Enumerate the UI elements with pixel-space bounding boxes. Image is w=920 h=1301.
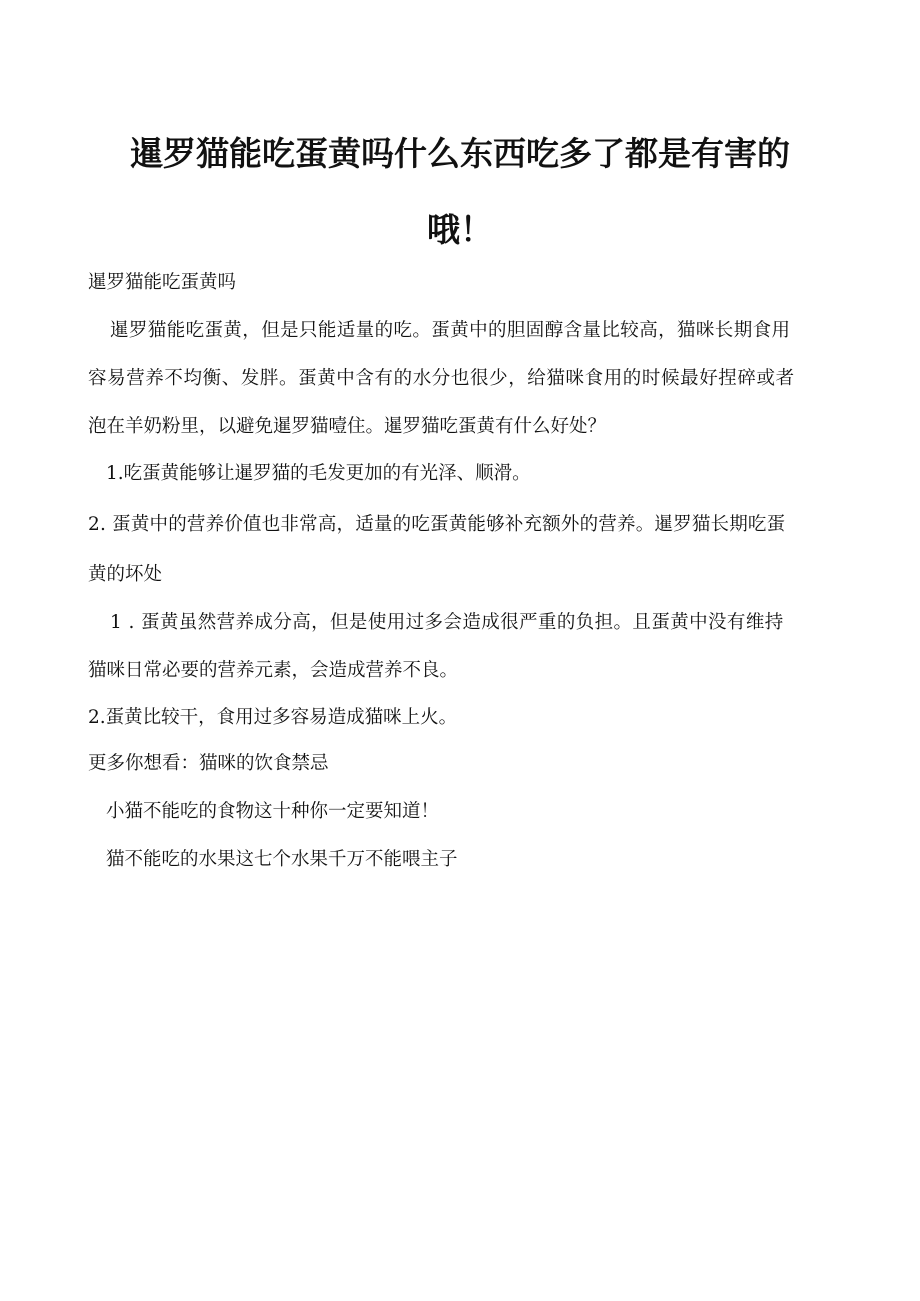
paragraph-line: 暹罗猫能吃蛋黄，但是只能适量的吃。蛋黄中的胆固醇含量比较高，猫咪长期食用 (110, 320, 791, 341)
list-item: 2. 蛋黄中的营养价值也非常高，适量的吃蛋黄能够补充额外的营养。暹罗猫长期吃蛋 (88, 514, 786, 535)
list-item-continuation: 黄的坏处 (88, 564, 163, 585)
list-item-continuation: 猫咪日常必要的营养元素，会造成营养不良。 (88, 660, 459, 681)
paragraph-line: 容易营养不均衡、发胖。蛋黄中含有的水分也很少，给猫咪食用的时候最好捏碎或者 (88, 368, 795, 389)
related-link[interactable]: 小猫不能吃的食物这十种你一定要知道！ (106, 801, 440, 822)
list-item: 2.蛋黄比较干，食用过多容易造成猫咪上火。 (88, 707, 458, 728)
document-title-line-2: 哦！ (427, 210, 493, 249)
related-heading: 更多你想看：猫咪的饮食禁忌 (88, 753, 329, 774)
list-item: 1 . 蛋黄虽然营养成分高，但是使用过多会造成很严重的负担。且蛋黄中没有维持 (110, 612, 784, 633)
paragraph-line: 泡在羊奶粉里，以避免暹罗猫噎住。暹罗猫吃蛋黄有什么好处？ (88, 416, 607, 437)
document-title-line-1: 暹罗猫能吃蛋黄吗什么东西吃多了都是有害的 (130, 134, 790, 173)
related-link[interactable]: 猫不能吃的水果这七个水果千万不能喂主子 (106, 849, 458, 870)
section-heading: 暹罗猫能吃蛋黄吗 (88, 272, 237, 293)
list-item: 1.吃蛋黄能够让暹罗猫的毛发更加的有光泽、顺滑。 (106, 463, 531, 484)
